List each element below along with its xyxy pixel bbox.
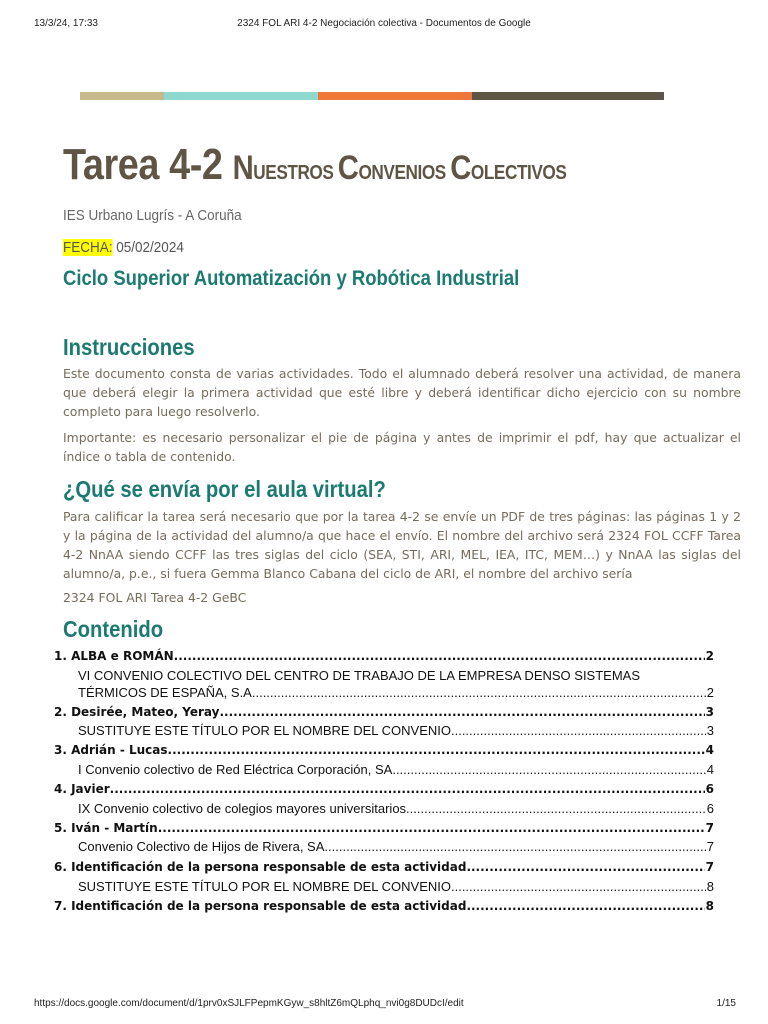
toc-entry-label: 4. Javier [54,782,110,796]
toc-page-number: 7 [705,821,714,835]
document-title [63,140,566,190]
toc-page-number: 3 [705,705,714,719]
color-bar-segment [164,92,318,100]
toc-entry-label: SUSTITUYE ESTE TÍTULO POR EL NOMBRE DEL CONVENIO [78,723,451,738]
title-cap: C [337,149,359,187]
submission-paragraph: Para calificar la tarea será necesario que por la tarea 4-2 se envíe un PDF de tres páginas: las páginas 1 y 2 y la página de la actividad del alumno/a que hace el envío. El nombre del archivo será 2324 FOL CCFF Tarea 4-2 NnAA siendo CCFF las tres siglas del ciclo (SEA, STI, ARI, MEL, IEA, ITC, MEM…) y NnAA las siglas del alumno/a, p.e., si fuera Gemma Blanco Cabana del ciclo de ARI, el nombre del archivo sería [63,509,741,581]
toc-entry-label: 6. Identificación de la persona responsable de esta actividad [54,860,467,874]
toc-leader-dots [110,782,705,796]
toc-entry[interactable] [54,876,714,894]
toc-page-number: 4 [706,762,714,777]
toc-page-number: 7 [705,860,714,874]
toc-leader-dots [406,801,706,816]
submission-heading: ¿Qué se envía por el aula virtual? [63,476,386,502]
toc-entry-label: SUSTITUYE ESTE TÍTULO POR EL NOMBRE DEL CONVENIO [78,879,451,894]
toc-page-number: 7 [706,839,714,854]
toc-page-number: 4 [705,743,714,757]
toc-entry[interactable] [54,645,714,663]
toc-entry[interactable] [54,665,714,683]
instructions-heading: Instrucciones [63,334,195,360]
toc-leader-dots [466,860,704,874]
toc-entry[interactable] [54,836,714,854]
color-bar-segment [318,92,472,100]
toc-page-number: 6 [706,801,714,816]
toc-page-number: 8 [706,879,714,894]
page-indicator: 1/15 [716,998,736,1009]
toc-entry[interactable] [54,759,714,777]
title-rest: ONVENIOS [358,162,451,184]
toc-entry[interactable] [54,817,714,835]
toc-leader-dots [466,899,704,913]
toc-entry-label: I Convenio colectivo de Red Eléctrica Corporación, SA [78,762,393,777]
toc-page-number: 2 [705,649,714,663]
cycle-heading: Ciclo Superior Automatización y Robótica Industrial [63,267,520,290]
toc-page-number: 3 [706,723,714,738]
toc-entry[interactable] [54,778,714,796]
instructions-paragraph: Este documento consta de varias actividades. Todo el alumnado deberá resolver una actividad, de manera que deberá elegir la primera actividad que esté libre y deberá identificar dicho ejercicio con su nombre completo para luego resolverlo. [63,366,741,419]
toc-leader-dots [451,879,706,894]
print-header [0,0,768,50]
toc-entry-label: 1. ALBA e ROMÁN [54,649,174,663]
toc-entry-label: TÉRMICOS DE ESPAÑA, S.A. [78,685,256,700]
color-bar-segment [472,92,664,100]
toc-entry-label: 2. Desirée, Mateo, Yeray [54,705,220,719]
toc-entry[interactable] [54,720,714,738]
date-line [63,239,184,256]
print-url: https://docs.google.com/document/d/1prv0xSJLFPepmKGyw_s8hltZ6mQLphq_nvi0g8DUDcI/edit [34,998,464,1009]
toc-entry-label: 5. Iván - Martín [54,821,158,835]
toc-leader-dots [174,649,705,663]
toc-entry-label: Convenio Colectivo de Hijos de Rivera, SA [78,839,325,854]
filename-example: 2324 FOL ARI Tarea 4-2 GeBC [63,590,247,605]
toc-leader-dots [255,685,705,700]
toc-page-number: 2 [706,685,714,700]
toc-leader-dots [451,723,706,738]
toc-entry[interactable] [54,701,714,719]
toc-page-number: 8 [705,899,714,913]
print-datetime: 13/3/24, 17:33 [34,18,98,29]
title-rest: OLECTIVOS [470,162,567,184]
toc-leader-dots [324,839,705,854]
toc-page-number: 6 [705,782,714,796]
toc-entry-label: 7. Identificación de la persona responsable de esta actividad [54,899,467,913]
toc-leader-dots [158,821,705,835]
toc-leader-dots [219,705,704,719]
title-rest: UESTROS [253,162,338,184]
toc-leader-dots [168,743,705,757]
toc-entry-label: VI CONVENIO COLECTIVO DEL CENTRO DE TRABAJO DE LA EMPRESA DENSO SISTEMAS [78,668,641,683]
date-value: 05/02/2024 [112,239,184,256]
title-cap: N [232,149,254,187]
toc-entry[interactable] [54,798,714,816]
decorative-color-bar [80,92,664,100]
print-doc-title: 2324 FOL ARI 4-2 Negociación colectiva - Documentos de Google [237,18,531,29]
toc-entry-label: IX Convenio colectivo de colegios mayores universitarios [78,801,407,816]
date-label: FECHA: [63,239,113,256]
toc-leader-dots [392,762,705,777]
color-bar-segment [80,92,164,100]
toc-entry[interactable] [54,739,714,757]
title-main: Tarea 4-2 [63,140,233,189]
toc-entry[interactable] [54,682,714,700]
toc-entry[interactable] [54,895,714,913]
toc-entry-label: 3. Adrián - Lucas [54,743,168,757]
toc-entry[interactable] [54,856,714,874]
title-cap: C [450,149,471,187]
important-paragraph: Importante: es necesario personalizar el pie de página y antes de imprimir el pdf, hay que actualizar el índice o tabla de contenido. [63,430,741,464]
contents-heading: Contenido [63,616,164,642]
school-subtitle: IES Urbano Lugrís - A Coruña [63,207,242,224]
